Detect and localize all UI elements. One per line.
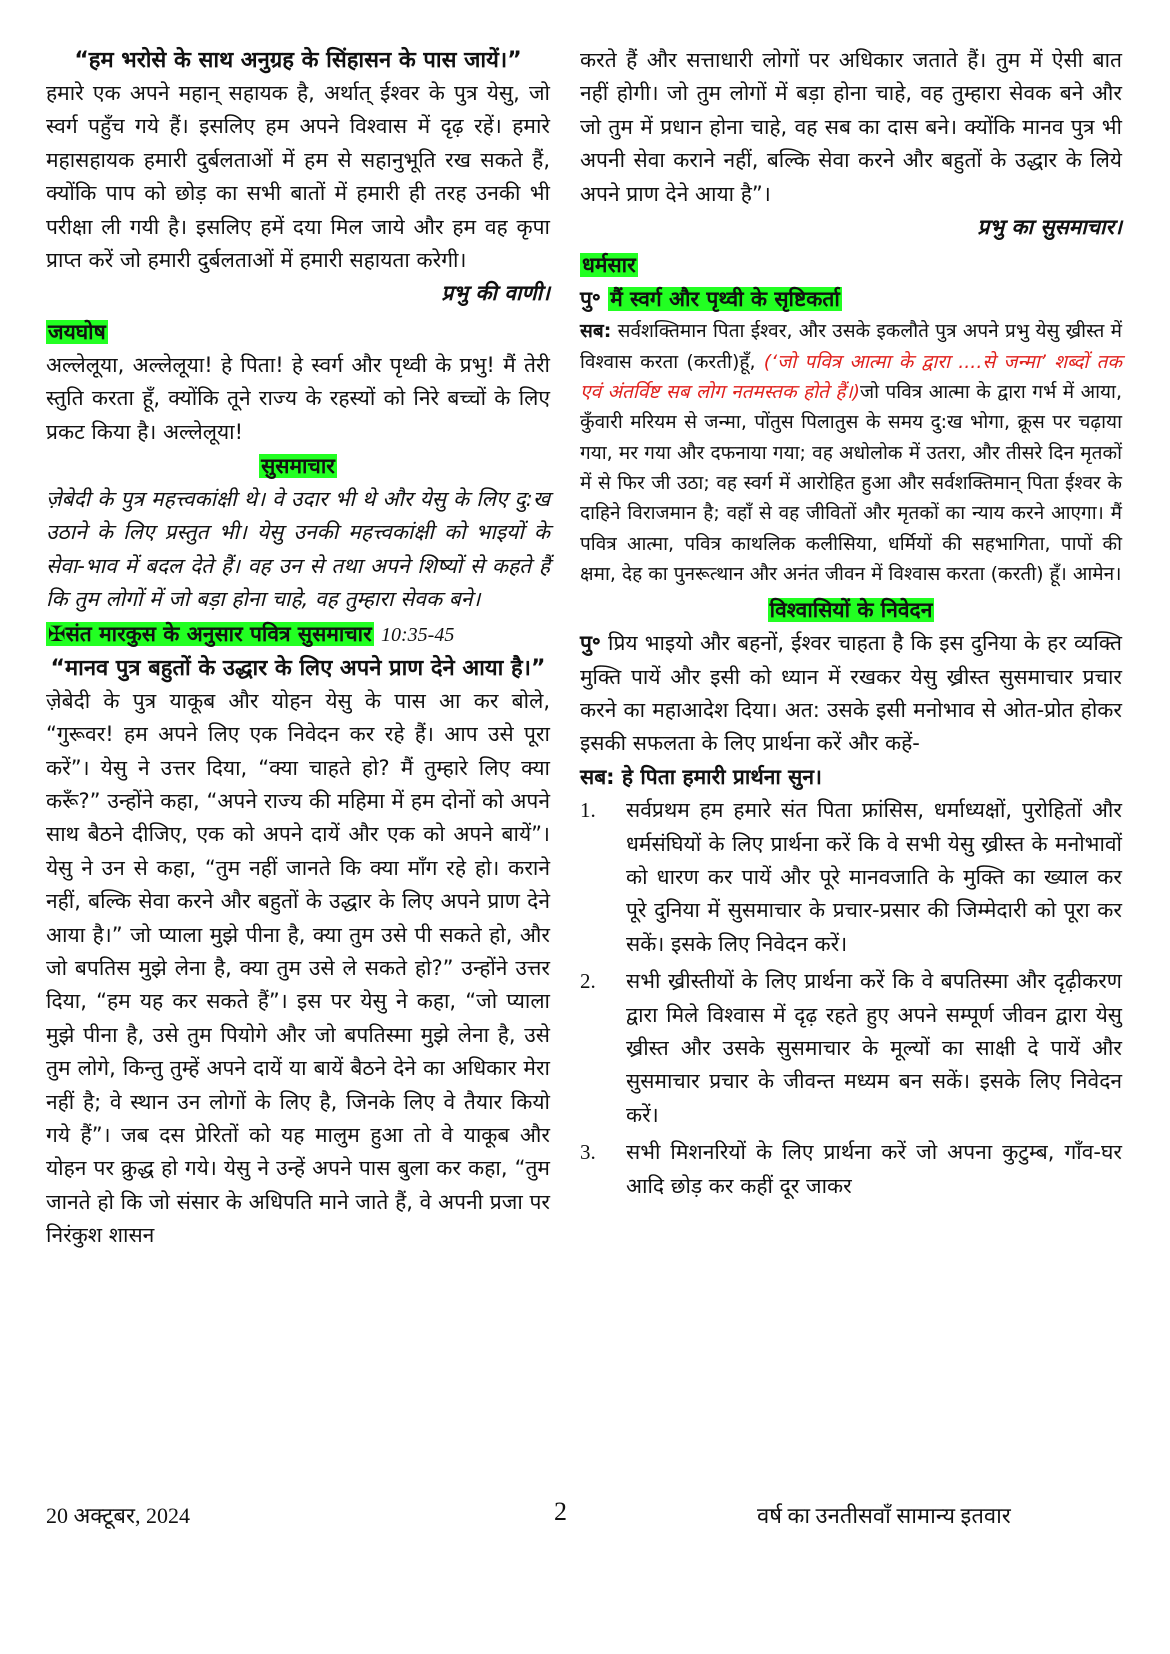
intercession-item	[580, 1136, 1122, 1203]
prayers-response: सब: हे पिता हमारी प्रार्थना सुन।	[580, 764, 822, 789]
creed-heading	[580, 248, 1122, 282]
gospel-source: संत मारकुस के अनुसार पवित्र सुसमाचार	[65, 621, 372, 646]
intercession-text: सर्वप्रथम हम हमारे संत पिता फ्रांसिस, धर्माध्यक्षों, पुरोहितों और धर्मसंघियों के लिए प्रार्थना करें कि वे सभी येसु ख्रीस्त के मनोभावों को धारण कर पायें और पूरे मानवजाति के मुक्ति का ख्याल कर पूरे दुनिया में सुसमाचार के प्रचार-प्रसार की जिम्मेदारी को पूरा कर सकें। इसके लिए निवेदन करें।	[626, 798, 1122, 956]
left-column	[46, 44, 550, 1253]
gospel-text-continued: करते हैं और सत्ताधारी लोगों पर अधिकार जताते हैं। तुम में ऐसी बात नहीं होगी। जो तुम लोगों में बड़ा होना चाहे, वह तुम्हारा सेवक बने और जो तुम में प्रधान होना चाहे, वह सब का दास बने। क्योंकि मानव पुत्र भी अपनी सेवा कराने नहीं, बल्कि सेवा करने और बहुतों के उद्धार के लिये अपने प्राण देने आया है”।	[580, 48, 1122, 206]
acclamation-heading	[46, 315, 550, 349]
intercession-item	[580, 794, 1122, 961]
intercession-number: 1.	[580, 798, 596, 823]
acclamation-text: अल्लेलूया, अल्लेलूया! हे पिता! हे स्वर्ग और पृथ्वी के प्रभु! मैं तेरी स्तुति करता हूँ, क्योंकि तूने राज्य के रहस्यों को निरे बच्चों के लिए प्रकट किया है। अल्लेलूया!	[46, 352, 550, 444]
prayers-label: विश्वासियों के निवेदन	[769, 598, 933, 623]
footer-liturgical-title: वर्ष का उनतीसवाँ सामान्य इतवार	[757, 1503, 1011, 1528]
priest-marker: पु॰	[580, 631, 601, 656]
priest-marker: पु॰	[580, 287, 601, 312]
creed-rubric: (‘जो पवित्र आत्मा के द्वारा ....से जन्मा’ शब्दों तक एवं अंतर्विष्ट सब लोग नतमस्तक होते हैं।)	[580, 350, 1122, 404]
creed-label: धर्मसार	[582, 253, 636, 278]
gospel-reference: 10:35-45	[381, 623, 455, 646]
gospel-quote-heading: “मानव पुत्र बहुतों के उद्धार के लिए अपने प्राण देने आया है।”	[50, 655, 546, 681]
intercessions-list	[580, 794, 1122, 1203]
gospel-label: सुसमाचार	[261, 454, 335, 479]
creed-text-1: सर्वशक्तिमान पिता ईश्वर, और उसके इकलौते पुत्र अपने प्रभु येसु ख्रीस्त में विश्वास करता (करती)हूँ,	[580, 320, 1122, 373]
page-number: 2	[554, 1497, 567, 1526]
prayers-intro-text: प्रिय भाइयो और बहनों, ईश्वर चाहता है कि इस दुनिया के हर व्यक्ति मुक्ति पायें और इसी को ध्यान में रखकर येसु ख्रीस्त सुसमाचार प्रचार करने का महाआदेश दिया। अत: उसके इसी मनोभाव से ओत-प्रोत होकर इसकी सफलता के लिए प्रार्थना करें और कहें-	[580, 631, 1122, 756]
gospel-heading	[46, 449, 550, 483]
intercession-number: 3.	[580, 1140, 596, 1165]
intercession-text: सभी ख्रीस्तीयों के लिए प्रार्थना करें कि वे बपतिस्मा और दृढ़ीकरण द्वारा मिले विश्वास में दृढ़ रहते हुए अपने सम्पूर्ण जीवन द्वारा येसु ख्रीस्त और उसके सुसमाचार के मूल्यों का साक्षी दे पायें और सुसमाचार प्रचार के जीवन्त मध्यम बन सकें। इसके लिए निवेदन करें।	[626, 969, 1122, 1127]
gospel-intro: ज़ेबेदी के पुत्र महत्त्वकांक्षी थे। वे उदार भी थे और येसु के लिए दु:ख उठाने के लिए प्रस्तुत भी। येसु उनकी महत्त्वकांक्षी को भाइयों के सेवा-भाव में बदल देते हैं। वह उन से तथा अपने शिष्यों से कहते हैं कि तुम लोगों में जो बड़ा होना चाहे, वह तुम्हारा सेवक बने।	[46, 487, 550, 612]
reading-paragraph: हमारे एक अपने महान् सहायक है, अर्थात् ईश्वर के पुत्र येसु, जो स्वर्ग पहुँच गये हैं। इसलिए हम अपने विश्वास में दृढ़ रहें। हमारे महासहायक हमारी दुर्बलताओं में हम से सहानुभूति रख सकते हैं, क्योंकि पाप को छोड़ का सभी बातों में हमारी ही तरह उनकी भी परीक्षा ली गयी है। इसलिए हमें दया मिल जाये और हम वह कृपा प्राप्त करें जो हमारी दुर्बलताओं में हमारी सहायता करेगी।	[46, 81, 550, 273]
reading-closing: प्रभु की वाणी।	[441, 281, 550, 306]
acclamation-label: जयघोष	[48, 319, 106, 344]
all-marker: सब:	[580, 320, 612, 343]
prayers-heading	[580, 593, 1122, 627]
intercession-number: 2.	[580, 969, 596, 994]
intercession-text: सभी मिशनरियों के लिए प्रार्थना करें जो अपना कुटुम्ब, गाँव-घर आदि छोड़ कर कहीं दूर जाकर	[626, 1140, 1122, 1198]
right-column	[580, 44, 1122, 1203]
creed-priest-text: मैं स्वर्ग और पृथ्वी के सृष्टिकर्ता	[610, 287, 840, 312]
cross-icon: ✠	[48, 621, 66, 646]
footer-date: 20 अक्टूबर, 2024	[46, 1503, 190, 1528]
gospel-closing: प्रभु का सुसमाचार।	[977, 215, 1122, 240]
gospel-text: ज़ेबेदी के पुत्र याकूब और योहन येसु के पास आ कर बोले, “गुरूवर! हम अपने लिए एक निवेदन कर रहे हैं। आप उसे पूरा करें”। येसु ने उत्तर दिया, “क्या चाहते हो? मैं तुम्हारे लिए क्या करूँ?” उन्होंने कहा, “अपने राज्य की महिमा में हम दोनों को अपने साथ बैठने दीजिए, एक को अपने दायें और एक को अपने बायें”। येसु ने उन से कहा, “तुम नहीं जानते कि क्या माँग रहे हो। कराने नहीं, बल्कि सेवा करने और बहुतों के उद्धार के लिए अपने प्राण देने आया है।” जो प्याला मुझे पीना है, क्या तुम उसे पी सकते हो, और जो बपतिस मुझे लेना है, क्या तुम उसे ले सकते हो?” उन्होंने उत्तर दिया, “हम यह कर सकते हैं”। इस पर येसु ने कहा, “जो प्याला मुझे पीना है, उसे तुम पियोगे और जो बपतिस्मा मुझे लेना है, उसे तुम लोगे, किन्तु तुम्हें अपने दायें या बायें बैठने देने का अधिकार मेरा नहीं है; वे स्थान उन लोगों के लिए है, जिनके लिए वे तैयार कियो गये हैं”। जब दस प्रेरितों को यह मालुम हुआ तो वे याकूब और योहन पर क्रुद्ध हो गये। येसु ने उन्हें अपने पास बुला कर कहा, “तुम जानते हो कि जो संसार के अधिपति माने जाते हैं, वे अपनी प्रजा पर निरंकुश शासन	[46, 688, 550, 1248]
creed-text-2: जो पवित्र आत्मा के द्वारा गर्भ में आया, कुँवारी मरियम से जन्मा, पोंतुस पिलातुस के समय दु:ख भोगा, क्रूस पर चढ़ाया गया, मर गया और दफनाया गया; वह अधोलोक में उतरा, और तीसरे दिन मृतकों में से फिर जी उठा; वह स्वर्ग में आरोहित हुआ और सर्वशक्तिमान् पिता ईश्वर के दाहिने विराजमान है; वहाँ से वह जीवितों और मृतकों का न्याय करने आएगा। मैं पवित्र आत्मा, पवित्र काथलिक कलीसिया, धर्मियों की सहभागिता, पापों की क्षमा, देह का पुनरूत्थान और अनंत जीवन में विश्वास करता (करती) हूँ। आमेन।	[580, 381, 1122, 585]
intercession-item	[580, 965, 1122, 1132]
creed-text	[580, 316, 1122, 589]
reading-quote-heading: “हम भरोसे के साथ अनुग्रह के सिंहासन के पास जायें।”	[74, 48, 522, 73]
gospel-source-line	[46, 617, 550, 652]
creed-priest-line	[580, 282, 1122, 316]
prayers-intro	[580, 627, 1122, 761]
